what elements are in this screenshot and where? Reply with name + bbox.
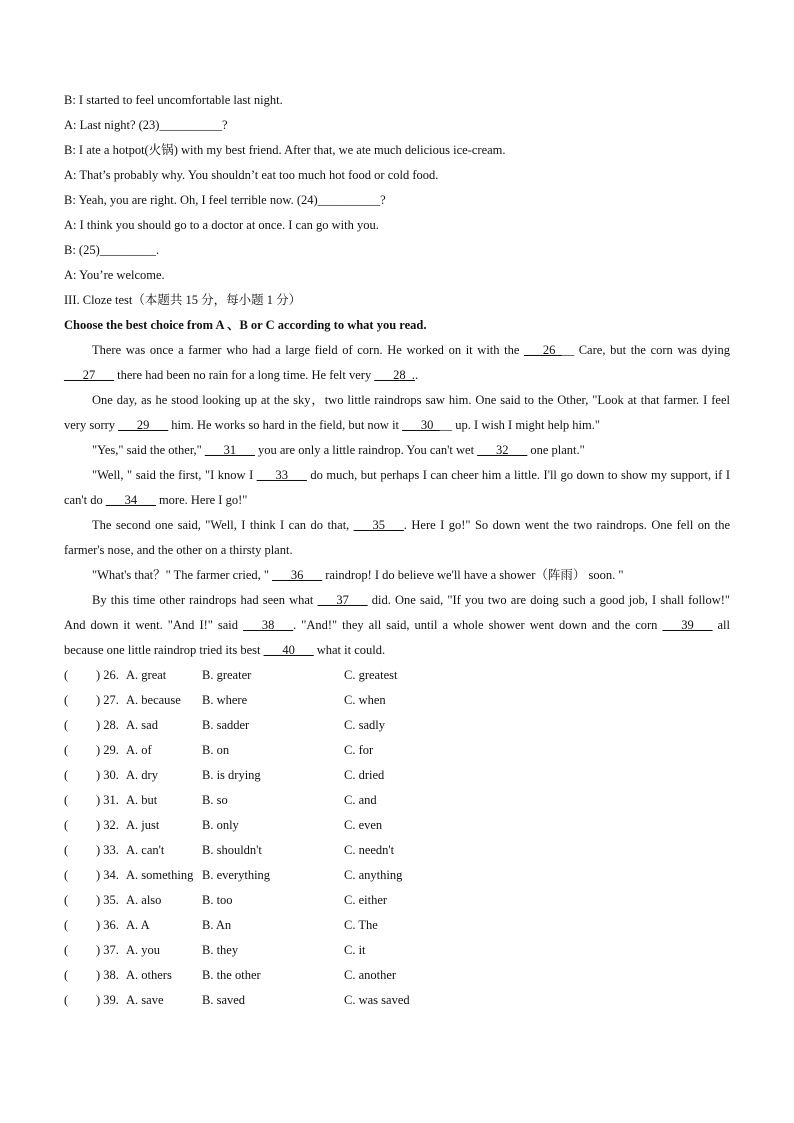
- passage-text: you are only a little raindrop. You can't wet: [254, 443, 478, 457]
- option-c: C. dried: [344, 768, 385, 782]
- passage-text: all because one little raindrop tried its best: [64, 618, 730, 657]
- dialogue-line: A: Last night? (23)__________?: [64, 118, 228, 132]
- passage-text: there had been no rain for a long time. He felt very: [114, 368, 375, 382]
- dialogue: [64, 88, 730, 288]
- passage-text: did. One said, "If you two are doing such a good job, I shall follow!" And down it went. "And I!" said: [64, 593, 730, 632]
- option-c: C. another: [344, 968, 397, 982]
- answer-paren[interactable]: (: [64, 793, 69, 807]
- passage-text: "Well, " said the first, "I know I: [92, 468, 257, 482]
- passage-text: .: [414, 368, 419, 382]
- blank-32: ___32___: [477, 443, 528, 457]
- question-row: [64, 713, 730, 738]
- question-row: [64, 913, 730, 938]
- question-number: ) 26.: [96, 668, 119, 682]
- answer-paren[interactable]: (: [64, 968, 69, 982]
- question-row: [64, 988, 730, 1013]
- blank-31: ___31___: [204, 443, 255, 457]
- blank-30: ___30_: [402, 418, 440, 432]
- option-b: B. everything: [202, 868, 271, 882]
- passage-paragraph: [64, 513, 730, 563]
- dialogue-line: A: You’re welcome.: [64, 268, 165, 282]
- option-c: C. needn't: [344, 843, 395, 857]
- answer-paren[interactable]: (: [64, 768, 69, 782]
- blank-29: ___29___: [118, 418, 169, 432]
- option-c: C. either: [344, 893, 388, 907]
- option-b: B. where: [202, 693, 248, 707]
- passage-text: do much, but perhaps I can cheer him a little. I'll go down to show my support, if I can't do: [64, 468, 730, 507]
- passage-text: "What's that？" The farmer cried, ": [92, 568, 273, 582]
- dialogue-line: B: Yeah, you are right. Oh, I feel terrible now. (24)__________?: [64, 193, 386, 207]
- option-b: B. only: [202, 818, 239, 832]
- question-row: [64, 763, 730, 788]
- question-row: [64, 888, 730, 913]
- question-number: ) 38.: [96, 968, 119, 982]
- passage-text: One day, as he stood looking up at the sky，two little raindrops saw him. One said to the Other, "Look at that farmer. I feel very sorry: [64, 393, 730, 432]
- passage-paragraph: [64, 463, 730, 513]
- question-row: [64, 963, 730, 988]
- option-a: A. you: [126, 943, 161, 957]
- section-title: III. Cloze test（本题共 15 分，每小题 1 分）: [64, 293, 302, 307]
- option-c: C. even: [344, 818, 383, 832]
- option-a: A. but: [126, 793, 158, 807]
- question-row: [64, 863, 730, 888]
- question-number: ) 28.: [96, 718, 119, 732]
- option-b: B. the other: [202, 968, 261, 982]
- answer-paren[interactable]: (: [64, 993, 69, 1007]
- dialogue-line: A: That’s probably why. You shouldn’t eat too much hot food or cold food.: [64, 168, 439, 182]
- option-a: A. because: [126, 693, 181, 707]
- question-number: ) 36.: [96, 918, 119, 932]
- blank-36: ___36___: [272, 568, 323, 582]
- option-a: A. A: [126, 918, 150, 932]
- blank-tail: __ Care, but the corn was dying: [561, 343, 730, 357]
- option-a: A. of: [126, 743, 152, 757]
- option-a: A. also: [126, 893, 162, 907]
- option-c: C. when: [344, 693, 386, 707]
- option-a: A. save: [126, 993, 164, 1007]
- option-b: B. too: [202, 893, 233, 907]
- option-b: B. is drying: [202, 768, 261, 782]
- question-number: ) 32.: [96, 818, 119, 832]
- passage-paragraph: [64, 338, 730, 388]
- option-b: B. on: [202, 743, 230, 757]
- answer-paren[interactable]: (: [64, 693, 69, 707]
- passage-text: him. He works so hard in the field, but now it: [168, 418, 403, 432]
- blank-33: ___33___: [256, 468, 307, 482]
- answer-paren[interactable]: (: [64, 918, 69, 932]
- option-b: B. shouldn't: [202, 843, 262, 857]
- question-number: ) 39.: [96, 993, 119, 1007]
- option-c: C. greatest: [344, 668, 398, 682]
- option-a: A. dry: [126, 768, 158, 782]
- passage-text: __ up. I wish I might help him.": [439, 418, 600, 432]
- cloze-passage: [64, 338, 730, 663]
- question-number: ) 37.: [96, 943, 119, 957]
- question-row: [64, 738, 730, 763]
- blank-26: ___26_: [524, 343, 562, 357]
- question-row: [64, 813, 730, 838]
- question-list: [64, 663, 730, 1013]
- passage-text: There was once a farmer who had a large field of corn. He worked on it with the: [92, 343, 525, 357]
- option-c: C. anything: [344, 868, 403, 882]
- answer-paren[interactable]: (: [64, 943, 69, 957]
- blank-38: ___38___: [243, 618, 294, 632]
- blank-tail: _.: [405, 368, 415, 382]
- option-c: C. sadly: [344, 718, 385, 732]
- option-a: A. sad: [126, 718, 158, 732]
- answer-paren[interactable]: (: [64, 868, 69, 882]
- dialogue-line: B: (25)_________.: [64, 243, 160, 257]
- dialogue-line: B: I started to feel uncomfortable last night.: [64, 93, 283, 107]
- dialogue-line: B: I ate a hotpot(火锅) with my best friend. After that, we ate much delicious ice-cream.: [64, 143, 506, 157]
- passage-paragraph: [64, 388, 730, 438]
- answer-paren[interactable]: (: [64, 818, 69, 832]
- option-a: A. just: [126, 818, 160, 832]
- question-number: ) 35.: [96, 893, 119, 907]
- option-c: C. was saved: [344, 993, 410, 1007]
- blank-28: ___28: [374, 368, 406, 382]
- question-row: [64, 788, 730, 813]
- option-a: A. something: [126, 868, 194, 882]
- question-row: [64, 688, 730, 713]
- option-a: A. great: [126, 668, 167, 682]
- option-b: B. greater: [202, 668, 252, 682]
- question-number: ) 30.: [96, 768, 119, 782]
- blank-39: ___39___: [662, 618, 713, 632]
- answer-paren[interactable]: (: [64, 893, 69, 907]
- option-c: C. it: [344, 943, 366, 957]
- passage-paragraph: [64, 438, 730, 463]
- passage-text: The second one said, "Well, I think I can do that,: [92, 518, 354, 532]
- option-b: B. they: [202, 943, 239, 957]
- option-c: C. The: [344, 918, 378, 932]
- section-instruction: Choose the best choice from A 、B or C according to what you read.: [64, 318, 427, 332]
- question-number: ) 33.: [96, 843, 119, 857]
- blank-34: ___34___: [105, 493, 156, 507]
- blank-37: ___37___: [317, 593, 368, 607]
- option-b: B. saved: [202, 993, 246, 1007]
- question-row: [64, 663, 730, 688]
- passage-text: one plant.": [527, 443, 585, 457]
- dialogue-line: A: I think you should go to a doctor at once. I can go with you.: [64, 218, 379, 232]
- blank-27: ___27___: [64, 368, 114, 382]
- option-c: C. and: [344, 793, 377, 807]
- option-b: B. sadder: [202, 718, 250, 732]
- passage-text: By this time other raindrops had seen what: [92, 593, 318, 607]
- question-number: ) 34.: [96, 868, 119, 882]
- passage-text: . "And!" they all said, until a whole shower went down and the corn: [293, 618, 663, 632]
- option-a: A. can't: [126, 843, 165, 857]
- question-number: ) 27.: [96, 693, 119, 707]
- answer-paren[interactable]: (: [64, 843, 69, 857]
- option-b: B. so: [202, 793, 228, 807]
- answer-paren[interactable]: (: [64, 743, 69, 757]
- passage-text: raindrop! I do believe we'll have a shower（阵雨） soon. ": [322, 568, 624, 582]
- option-a: A. others: [126, 968, 172, 982]
- option-b: B. An: [202, 918, 232, 932]
- passage-paragraph: [64, 563, 730, 588]
- blank-40: ___40___: [263, 643, 314, 657]
- passage-text: "Yes," said the other,": [92, 443, 205, 457]
- answer-paren[interactable]: (: [64, 718, 69, 732]
- blank-35: ___35___: [353, 518, 404, 532]
- document-page: [64, 88, 730, 1013]
- passage-text: what it could.: [313, 643, 386, 657]
- question-row: [64, 938, 730, 963]
- question-row: [64, 838, 730, 863]
- question-number: ) 31.: [96, 793, 119, 807]
- answer-paren[interactable]: (: [64, 668, 69, 682]
- passage-text: . Here I go!" So down went the two raindrops. One fell on the farmer's nose, and the other on a thirsty plant.: [64, 518, 730, 557]
- passage-text: more. Here I go!": [155, 493, 248, 507]
- passage-paragraph: [64, 588, 730, 663]
- option-c: C. for: [344, 743, 374, 757]
- question-number: ) 29.: [96, 743, 119, 757]
